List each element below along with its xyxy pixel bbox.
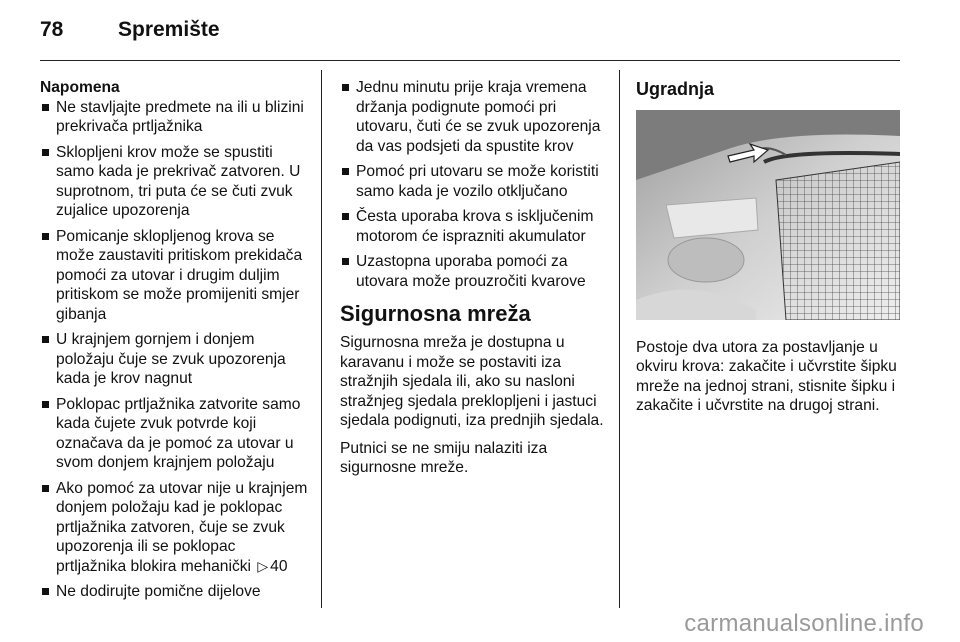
list-item: Uzastopna uporaba pomoći za utovara može prouzročiti kvarove (340, 252, 610, 291)
bullet-square-icon (42, 336, 49, 343)
list-item: Česta uporaba krova s isključenim motorom će isprazniti akumulator (340, 207, 610, 246)
bullet-square-icon (42, 401, 49, 408)
note-title: Napomena (40, 79, 120, 96)
paragraph: Putnici se ne smiju nalaziti iza sigurnosne mreže. (340, 439, 548, 476)
bullet-square-icon (42, 588, 49, 595)
list-item: Pomicanje sklopljenog krova se može zaustaviti pritiskom prekidača pomoći za utovar i drugim duljim pritiskom se može promijeniti smjer gibanja (40, 227, 308, 325)
subsection-title: Ugradnja (636, 79, 715, 99)
list-item: Sklopljeni krov može se spustiti samo kada je prekrivač zatvoren. U suprotnom, tri puta će se čuti zvuk zujalice upozorenja (40, 143, 308, 221)
bullet-square-icon (42, 149, 49, 156)
list-item: U krajnjem gornjem i donjem položaju čuje se zvuk upozorenja kada je krov nagnut (40, 330, 308, 389)
bullet-square-icon (42, 233, 49, 240)
page-reference-link[interactable]: ▷ 40 (257, 557, 288, 575)
header-divider (40, 60, 900, 61)
list-item: Ne dodirujte pomične dijelove (40, 582, 308, 602)
column-divider (321, 70, 322, 608)
bullet-square-icon (342, 213, 349, 220)
chapter-title: Spremište (118, 18, 220, 41)
section-title: Sigurnosna mreža (340, 301, 531, 326)
column-right (636, 78, 906, 424)
bullet-square-icon (342, 258, 349, 265)
list-item: Jednu minutu prije kraja vremena držanja podignute pomoći pri utovaru, čuti će se zvuk upozorenja da vas podsjeti da spustite krov (340, 78, 610, 156)
list-item: Ne stavljajte predmete na ili u blizini prekrivača prtljažnika (40, 98, 308, 137)
page-reference-arrow-icon: ▷ (257, 557, 269, 574)
bullet-list (340, 78, 610, 291)
list-item: Ako pomoć za utovar nije u krajnjem donjem položaju kad je poklopac prtljažnika zatvoren, čuje se zvuk upozorenja ili se poklopac prtljažnika blokira mehanički ▷ 40 (40, 479, 308, 577)
note-bullet-list (40, 98, 308, 602)
page-number: 78 (40, 18, 64, 41)
column-left (40, 78, 308, 608)
list-item: Pomoć pri utovaru se može koristiti samo kada je vozilo otključano (340, 162, 610, 201)
bullet-square-icon (42, 104, 49, 111)
safety-net-installation-illustration (636, 110, 900, 320)
list-item: Poklopac prtljažnika zatvorite samo kada čujete zvuk potvrde koji označava da je pomoć za utovar u svom donjem krajnjem položaju (40, 395, 308, 473)
paragraph: Sigurnosna mreža je dostupna u karavanu i može se postaviti iza stražnjih sjedala ili, ako su nasloni stražnjeg sjedala preklopljeni i jastuci sjedala podignuti, iza prednjih sjedala. (340, 334, 604, 429)
watermark: carmanualsonline.info (684, 610, 924, 637)
bullet-square-icon (342, 84, 349, 91)
column-middle (340, 78, 610, 486)
bullet-square-icon (342, 168, 349, 175)
paragraph: Postoje dva utora za postavljanje u okviru krova: zakačite i učvrstite šipku mreže na jednoj strani, stisnite šipku i zakačite i učvrstite na drugoj strani. (636, 338, 897, 414)
bullet-square-icon (42, 485, 49, 492)
column-divider (619, 70, 620, 608)
